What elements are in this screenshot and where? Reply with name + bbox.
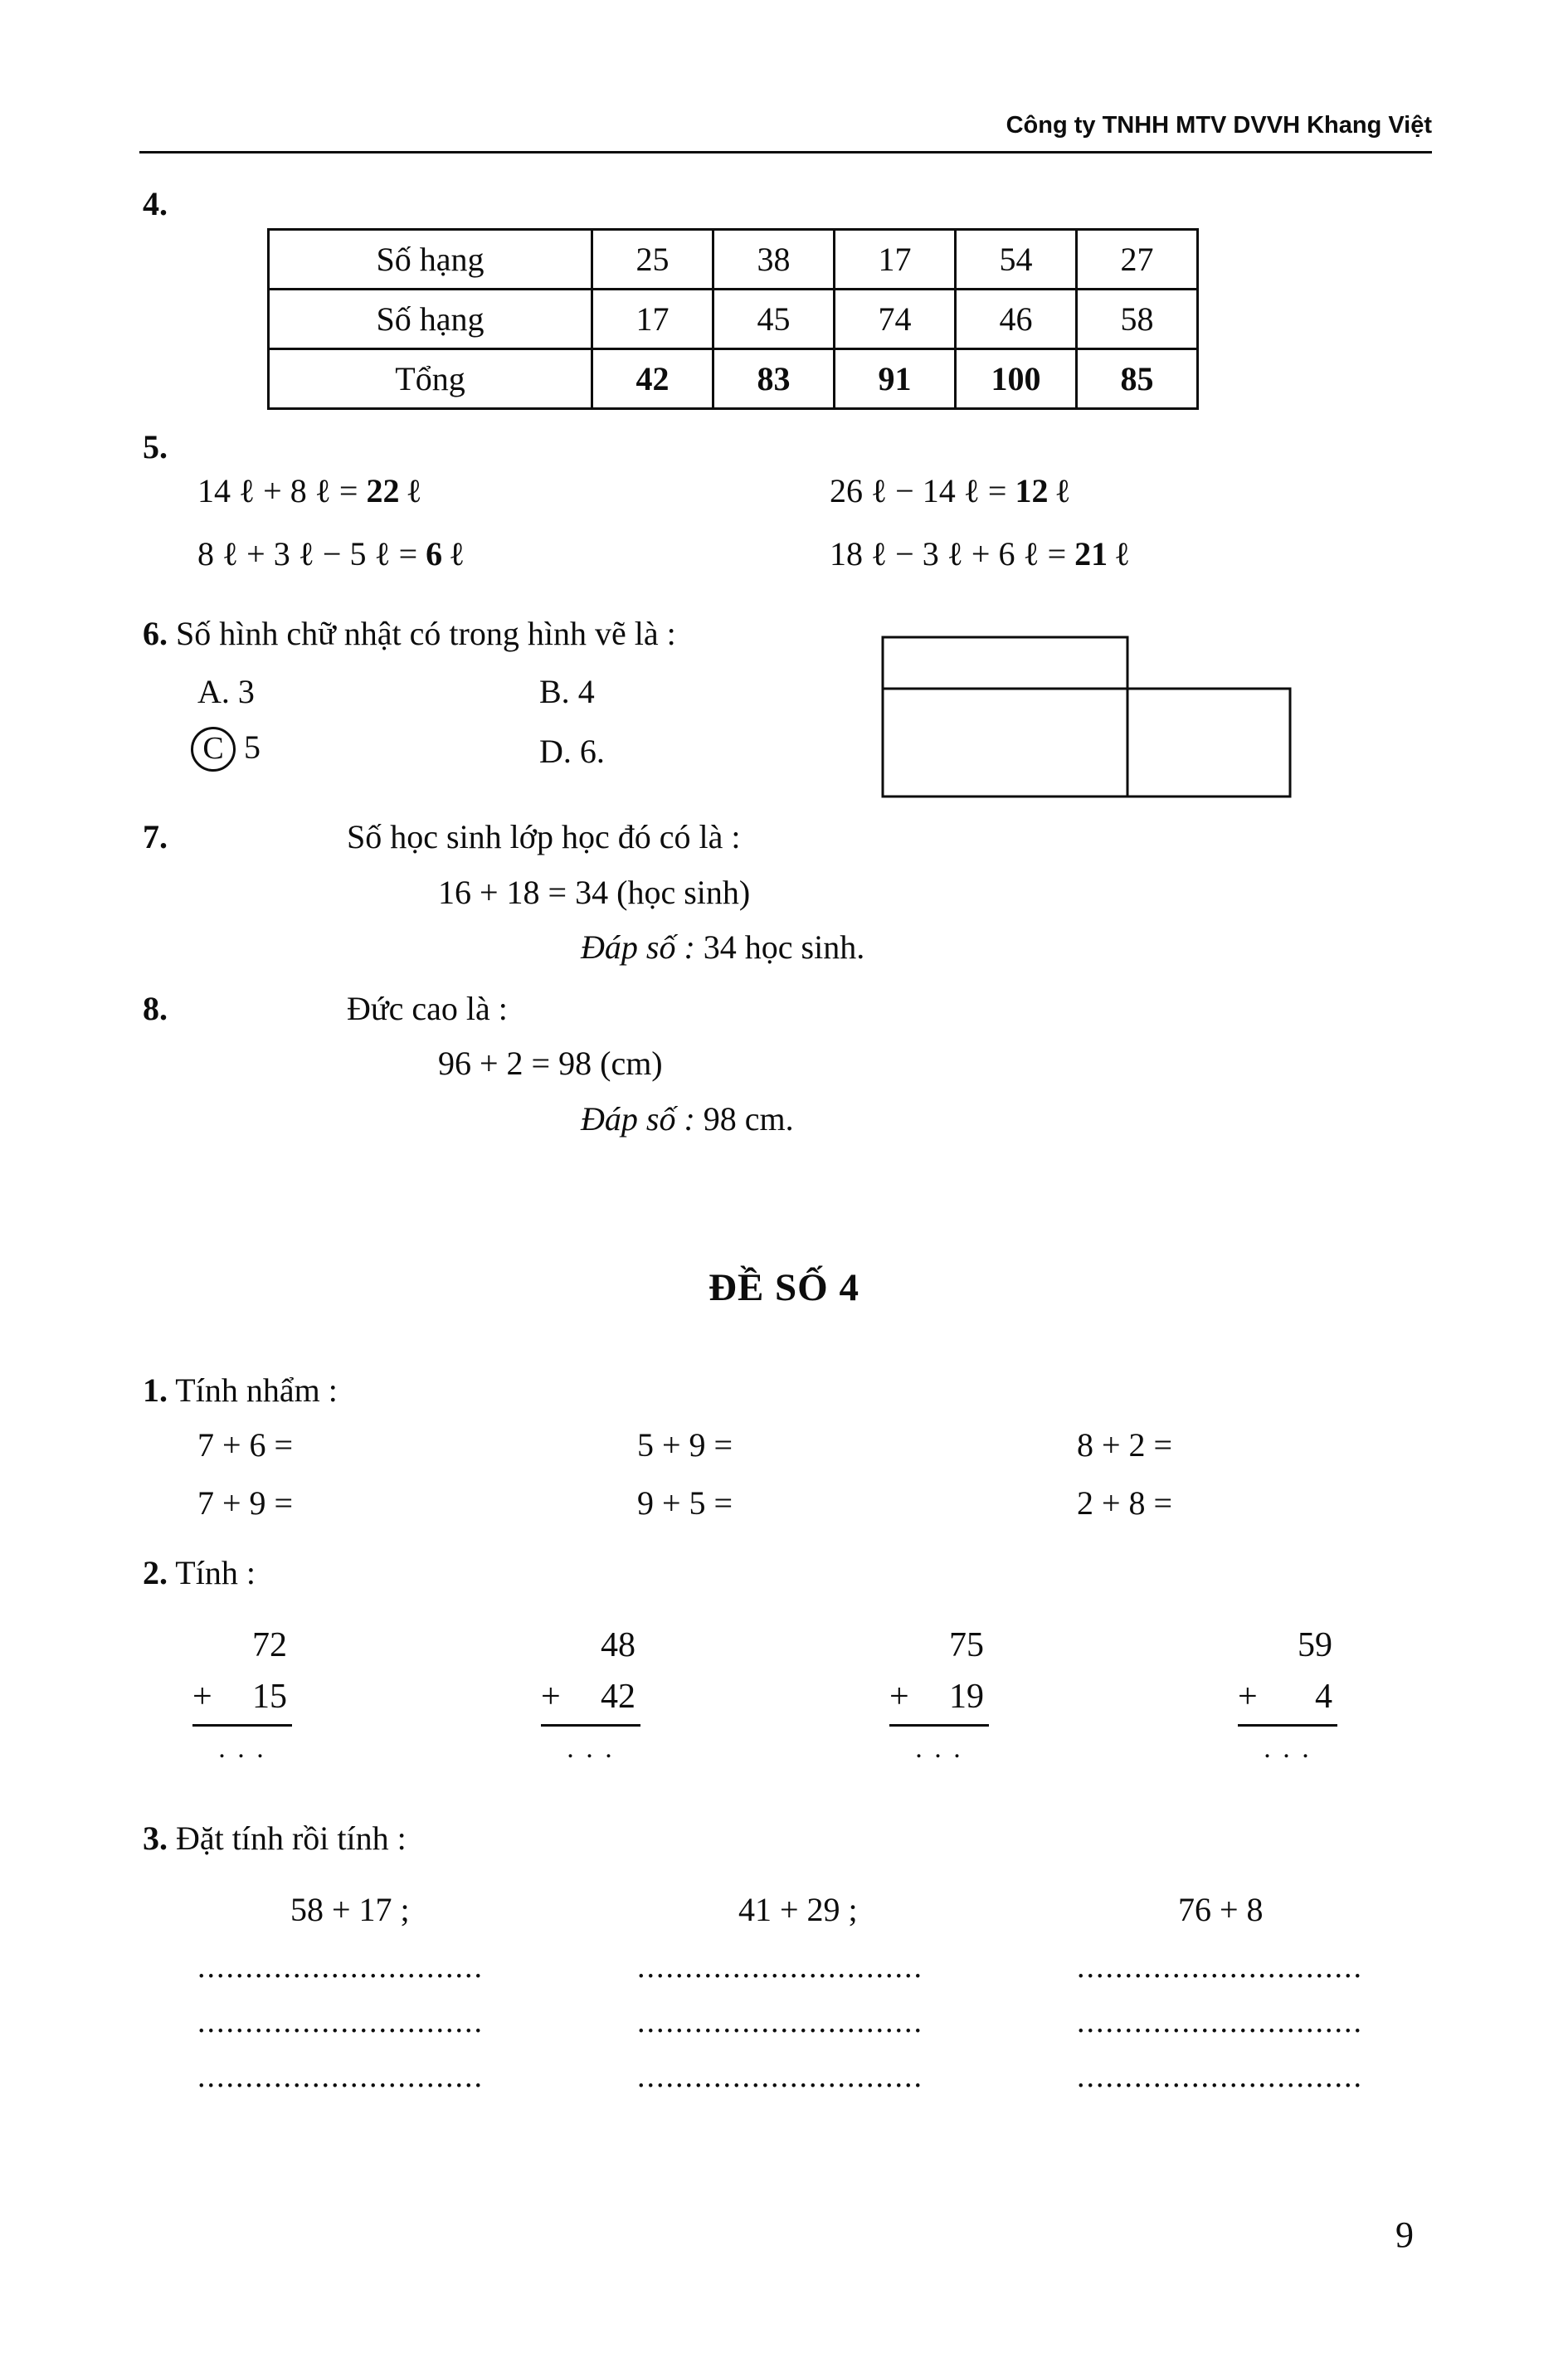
table-cell: 100 (956, 349, 1077, 409)
equation (830, 534, 1128, 574)
table-cell: 42 (592, 349, 713, 409)
option-d (539, 732, 605, 772)
dotted-answer-line: .............................. (637, 2004, 923, 2039)
addend-bottom: 4 (1315, 1678, 1332, 1717)
table-cell: 54 (956, 230, 1077, 290)
problem-5-number: 5. (143, 428, 168, 465)
mental-math-item: 2 + 8 = (1077, 1484, 1173, 1522)
option-b (539, 672, 595, 712)
addend-top: 75 (949, 1626, 984, 1664)
mental-math-item: 5 + 9 = (637, 1426, 733, 1464)
table-cell: 74 (835, 290, 956, 349)
mental-math-item: 7 + 9 = (197, 1484, 294, 1522)
rectangles-figure (881, 636, 1293, 800)
addend-top: 72 (252, 1626, 287, 1664)
addend-bottom-row (541, 1678, 640, 1716)
header-divider (139, 151, 1432, 153)
equation-expression: 26 ℓ − 14 ℓ = (830, 472, 1015, 509)
column-addition-3 (889, 1626, 989, 1765)
exercise-1-number: 1. (143, 1371, 168, 1409)
option-label: B. (539, 673, 570, 710)
equation-answer: 6 ℓ (426, 535, 464, 572)
table-cell: 25 (592, 230, 713, 290)
row-label: Số hạng (269, 230, 592, 290)
equation-expression: 8 ℓ + 3 ℓ − 5 ℓ = (197, 535, 426, 572)
equation-expression: 18 ℓ − 3 ℓ + 6 ℓ = (830, 535, 1075, 572)
addend-bottom: 19 (949, 1678, 984, 1717)
table-cell: 45 (713, 290, 835, 349)
dotted-answer-line: .............................. (197, 1950, 484, 1985)
equation-answer: 22 ℓ (366, 472, 421, 509)
column-addition-2 (541, 1626, 640, 1765)
exercise-2-number: 2. (143, 1554, 168, 1591)
addend-bottom-row (192, 1678, 292, 1716)
exercise-1-grid (197, 1425, 1517, 1523)
equation-row (197, 534, 1128, 597)
exercise-3-title-line (143, 1819, 407, 1859)
addend-bottom: 42 (601, 1678, 635, 1717)
exercise-2-title-line (143, 1553, 256, 1593)
table-row (269, 290, 1198, 349)
exercise-2-title: Tính : (168, 1554, 256, 1591)
table-cell: 46 (956, 290, 1077, 349)
dotted-answer-line: .............................. (197, 2004, 484, 2039)
problem-8-answer-line (581, 1099, 794, 1139)
publisher-header: Công ty TNHH MTV DVVH Khang Việt (1006, 112, 1432, 139)
table-row-totals (269, 349, 1198, 409)
exercise-3-expression: 76 + 8 (1178, 1891, 1264, 1928)
problem-8-number: 8. (143, 990, 168, 1027)
dotted-answer-line: .............................. (1077, 1950, 1363, 1985)
table-cell: 85 (1077, 349, 1198, 409)
exercise-3-expression: 41 + 29 ; (738, 1891, 858, 1928)
section-title: ĐỀ SỐ 4 (709, 1266, 859, 1309)
option-value: 5 (244, 728, 261, 767)
dotted-answer-line: .............................. (197, 2058, 484, 2094)
option-a (197, 672, 539, 712)
table-cell: 58 (1077, 290, 1198, 349)
column-addition-1 (192, 1626, 292, 1765)
answer-dots: . . . (218, 1733, 266, 1765)
equation-answer: 12 ℓ (1015, 472, 1069, 509)
mental-math-item: 9 + 5 = (637, 1484, 733, 1522)
exercise-3-dotted-lines (197, 1951, 1517, 2094)
row-label: Tổng (269, 349, 592, 409)
answer-dots: . . . (567, 1733, 615, 1765)
addend-bottom-row (889, 1678, 989, 1716)
dotted-answer-line: .............................. (1077, 2058, 1363, 2094)
answer-text: 34 học sinh. (694, 928, 865, 966)
answer-dots: . . . (915, 1733, 963, 1765)
plus-sign: + (1238, 1678, 1258, 1717)
table-cell: 17 (592, 290, 713, 349)
equation (830, 471, 1069, 511)
mental-math-item: 7 + 6 = (197, 1426, 294, 1464)
dotted-answer-line: .............................. (637, 1950, 923, 1985)
option-label: A. (197, 673, 230, 710)
row-label: Số hạng (269, 290, 592, 349)
option-value: 6. (579, 733, 605, 770)
equation (197, 471, 830, 511)
addend-top: 48 (601, 1626, 635, 1664)
plus-sign: + (889, 1678, 909, 1717)
problem-4-number: 4. (143, 185, 168, 222)
page-number: 9 (1395, 2214, 1414, 2255)
option-label: D. (539, 733, 572, 770)
equation-expression: 14 ℓ + 8 ℓ = (197, 472, 367, 509)
problem-8-statement: Đức cao là : (347, 990, 508, 1027)
equation-row (197, 471, 1128, 534)
addend-bottom: 15 (252, 1678, 287, 1717)
dotted-answer-line: .............................. (1077, 2004, 1363, 2039)
table-cell: 17 (835, 230, 956, 290)
option-value: 4 (577, 673, 595, 710)
problem-6-question: Số hình chữ nhật có trong hình vẽ là : (176, 615, 676, 652)
problem-7-answer-line (581, 928, 864, 967)
table-cell: 27 (1077, 230, 1198, 290)
sum-rule (192, 1724, 292, 1727)
table-row (269, 230, 1198, 290)
answer-text: 98 cm. (694, 1100, 794, 1138)
answer-label: Đáp số : (581, 928, 695, 966)
dotted-answer-line: .............................. (637, 2058, 923, 2094)
answer-dots: . . . (1264, 1733, 1312, 1765)
table-cell: 91 (835, 349, 956, 409)
exercise-1-title-line (143, 1371, 338, 1410)
problem-5-equations (197, 471, 1128, 597)
equation-answer: 21 ℓ (1074, 535, 1129, 572)
sum-rule (889, 1724, 989, 1727)
answer-label: Đáp số : (581, 1100, 695, 1138)
problem-8-calculation: 96 + 2 = 98 (cm) (438, 1045, 663, 1082)
exercise-3-number: 3. (143, 1820, 168, 1857)
exercise-3-expression: 58 + 17 ; (290, 1891, 410, 1928)
selected-answer-circle: C (191, 727, 236, 772)
sums-table (267, 228, 1199, 410)
plus-sign: + (541, 1678, 561, 1717)
problem-6-number: 6. (143, 615, 168, 652)
option-value: 3 (237, 673, 255, 710)
plus-sign: + (192, 1678, 212, 1717)
table-cell: 38 (713, 230, 835, 290)
addend-top: 59 (1298, 1626, 1332, 1664)
addend-bottom-row (1238, 1678, 1337, 1716)
mental-math-item: 8 + 2 = (1077, 1426, 1173, 1464)
sum-rule (1238, 1724, 1337, 1727)
problem-7-statement: Số học sinh lớp học đó có là : (347, 818, 741, 855)
table-cell: 83 (713, 349, 835, 409)
sum-rule (541, 1724, 640, 1727)
exercise-1-title: Tính nhẩm : (168, 1371, 338, 1409)
problem-6 (143, 614, 1437, 821)
equation (197, 534, 830, 574)
option-c-selected (191, 727, 539, 772)
problem-7-number: 7. (143, 818, 168, 855)
problem-7-calculation: 16 + 18 = 34 (học sinh) (438, 874, 751, 911)
exercise-3-title: Đặt tính rồi tính : (168, 1820, 407, 1857)
column-addition-4 (1238, 1626, 1337, 1765)
